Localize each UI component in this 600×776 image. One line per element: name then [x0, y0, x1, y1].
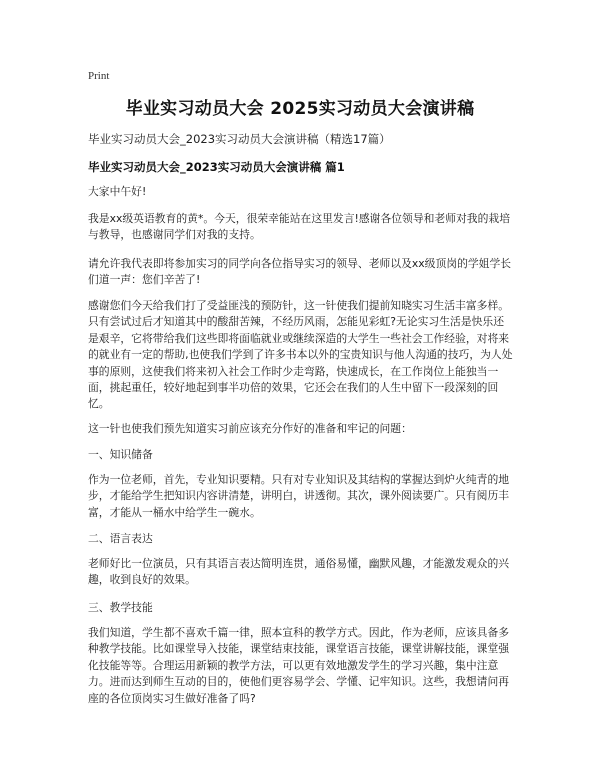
heading-teaching-skills: 三、教学技能: [88, 601, 153, 614]
paragraph-introduction: 我是xx级英语教育的黄*。今天，很荣幸能站在这里发言!感谢各位领导和老师对我的栽培与教导，也感谢同学们对我的支持。: [88, 212, 510, 242]
paragraph-knowledge: 作为一位老师，首先，专业知识要精。只有对专业知识及其结构的掌握达到炉火纯青的地步，才能给学生把知识内容讲清楚，讲明白，讲透彻。其次，课外阅读要广。只有阅历丰富，才能从一桶水中给学生一碗水。: [88, 473, 510, 519]
paragraph-greeting: 大家中午好!: [88, 185, 147, 198]
heading-language: 二、语言表达: [88, 532, 153, 545]
paragraph-language: 老师好比一位演员，只有其语言表达简明连贯，通俗易懂，幽默风趣，才能激发观众的兴趣，收到良好的效果。: [88, 557, 510, 587]
section-heading: 毕业实习动员大会_2023实习动员大会演讲稿 篇1: [88, 160, 345, 174]
paragraph-preparation-intro: 这一针也使我们预先知道实习前应该充分作好的准备和牢记的问题：: [88, 422, 412, 435]
paragraph-main: 感谢您们今天给我们打了受益匪浅的预防针，这一针使我们提前知晓实习生活丰富多样。只有尝试过后才知道其中的酸甜苦辣，不经历风雨，怎能见彩虹?无论实习生活是快乐还是艰辛，它将带给我们这些即将面临就业或继续深造的大学生一些社会工作经验，对将来的就业有一定的帮助,也使我们学到了许多书本以外的宝贵知识与他人沟通的技巧，为人处事的原则，这使我们将来初入社会工作时少走弯路，快速成长，在工作岗位上能独当一面，挑起重任，较好地起到事半功倍的效果，它还会在我们的人生中留下一段深刻的回忆。: [88, 299, 513, 411]
heading-knowledge: 一、知识储备: [88, 448, 153, 461]
paragraph-teaching-skills: 我们知道，学生都不喜欢千篇一律，照本宣科的教学方式。因此，作为老师，应该具备多种教学技能。比如课堂导入技能，课堂结束技能，课堂语言技能，课堂讲解技能，课堂强化技能等等。合理运用新颖的教学方法，可以更有效地激发学生的学习兴趣，集中注意力。进而达到师生互动的目的，使他们更容易学会、学懂、记牢知识。这些，我想请问再座的各位顶岗实习生做好准备了吗?: [88, 626, 510, 705]
document-title: 毕业实习动员大会 2025实习动员大会演讲稿: [125, 99, 475, 119]
paragraph-thanks: 请允许我代表即将参加实习的同学向各位指导实习的领导、老师以及xx级顶岗的学姐学长们道一声：您们辛苦了!: [88, 257, 512, 287]
print-label: Print: [88, 70, 110, 82]
document-subtitle: 毕业实习动员大会_2023实习动员大会演讲稿（精选17篇）: [88, 132, 391, 146]
